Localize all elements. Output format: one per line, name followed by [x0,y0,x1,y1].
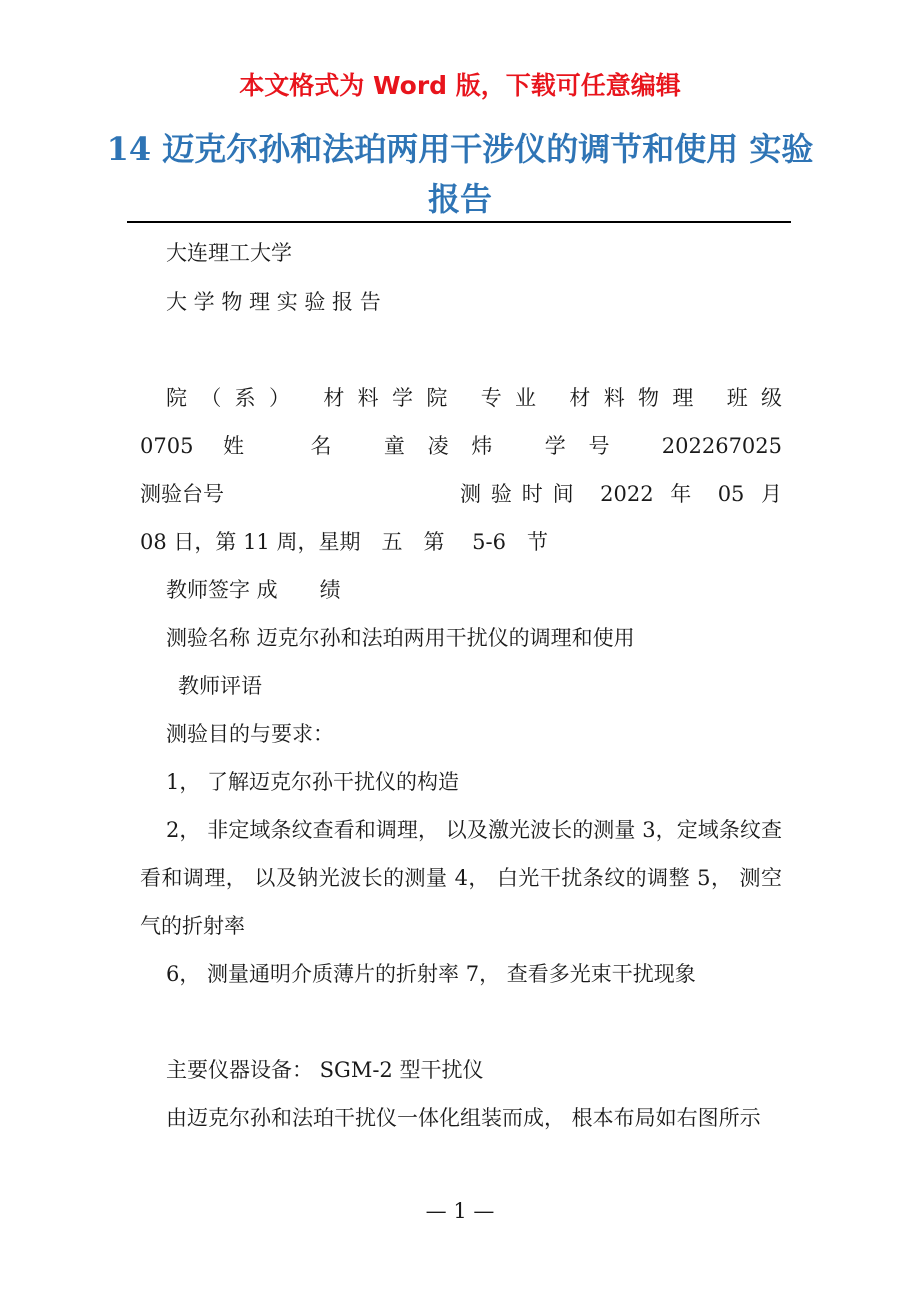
name-label: 姓 名 [222,434,355,458]
time-row [460,470,782,518]
equipment-line: 主要仪器设备： SGM-2 型干扰仪 [166,1058,484,1082]
student-id-label: 学号 [544,434,633,458]
page-title: 14 迈克尔孙和法珀两用干涉仪的调节和使用 实验报告 [106,130,814,218]
bench-label: 测验台号 [140,482,224,506]
class-value: 0705 [140,434,194,458]
time-month-unit: 月 [761,482,782,506]
time-detail: 08 日，第 11 周，星期 五 第 5-6 节 [140,530,548,554]
class-label: 班级 [726,386,783,410]
time-label: 测验时间 [460,482,584,506]
name-value: 童凌炜 [383,434,516,458]
time-month: 05 [717,482,745,506]
purpose-paragraph-2: 6， 测量通明介质薄片的折射率 7， 查看多光束干扰现象 [166,962,696,986]
time-year-unit: 年 [670,482,702,506]
page-number: — 1 — [425,1199,495,1223]
experiment-name: 测验名称 迈克尔孙和法珀两用干扰仪的调理和使用 [166,626,635,650]
purpose-paragraph-1: 2， 非定域条纹查看和调理， 以及激光波长的测量 3，定域条纹查看和调理， 以及钠光波长的测量 4， 白光干扰条纹的调整 5， 测空气的折射率 [140,818,782,938]
major-label: 专业 [480,386,550,410]
dept-row [140,374,782,422]
report-header: 大 学 物 理 实 验 报 告 [166,290,381,314]
time-year: 2022 [600,482,654,506]
student-row [140,422,782,470]
equipment-description: 由迈克尔孙和法珀干扰仪一体化组装而成， 根本布局如右图所示 [166,1106,761,1130]
teacher-comment-label: 教师评语 [178,674,262,698]
title-divider [127,221,791,223]
major-value: 材料物理 [569,386,707,410]
purpose-heading: 测验目的与要求： [166,722,334,746]
purpose-item-1: 1， 了解迈克尔孙干扰仪的构造 [166,770,460,794]
dept-label: 院（系） [166,386,304,410]
teacher-signature-grade: 教师签字 成 绩 [166,578,341,602]
student-id-value: 202267025 [661,434,783,458]
dept-value: 材料学院 [323,386,461,410]
format-banner: 本文格式为 Word 版，下载可任意编辑 [239,71,681,100]
university-name: 大连理工大学 [166,241,292,265]
